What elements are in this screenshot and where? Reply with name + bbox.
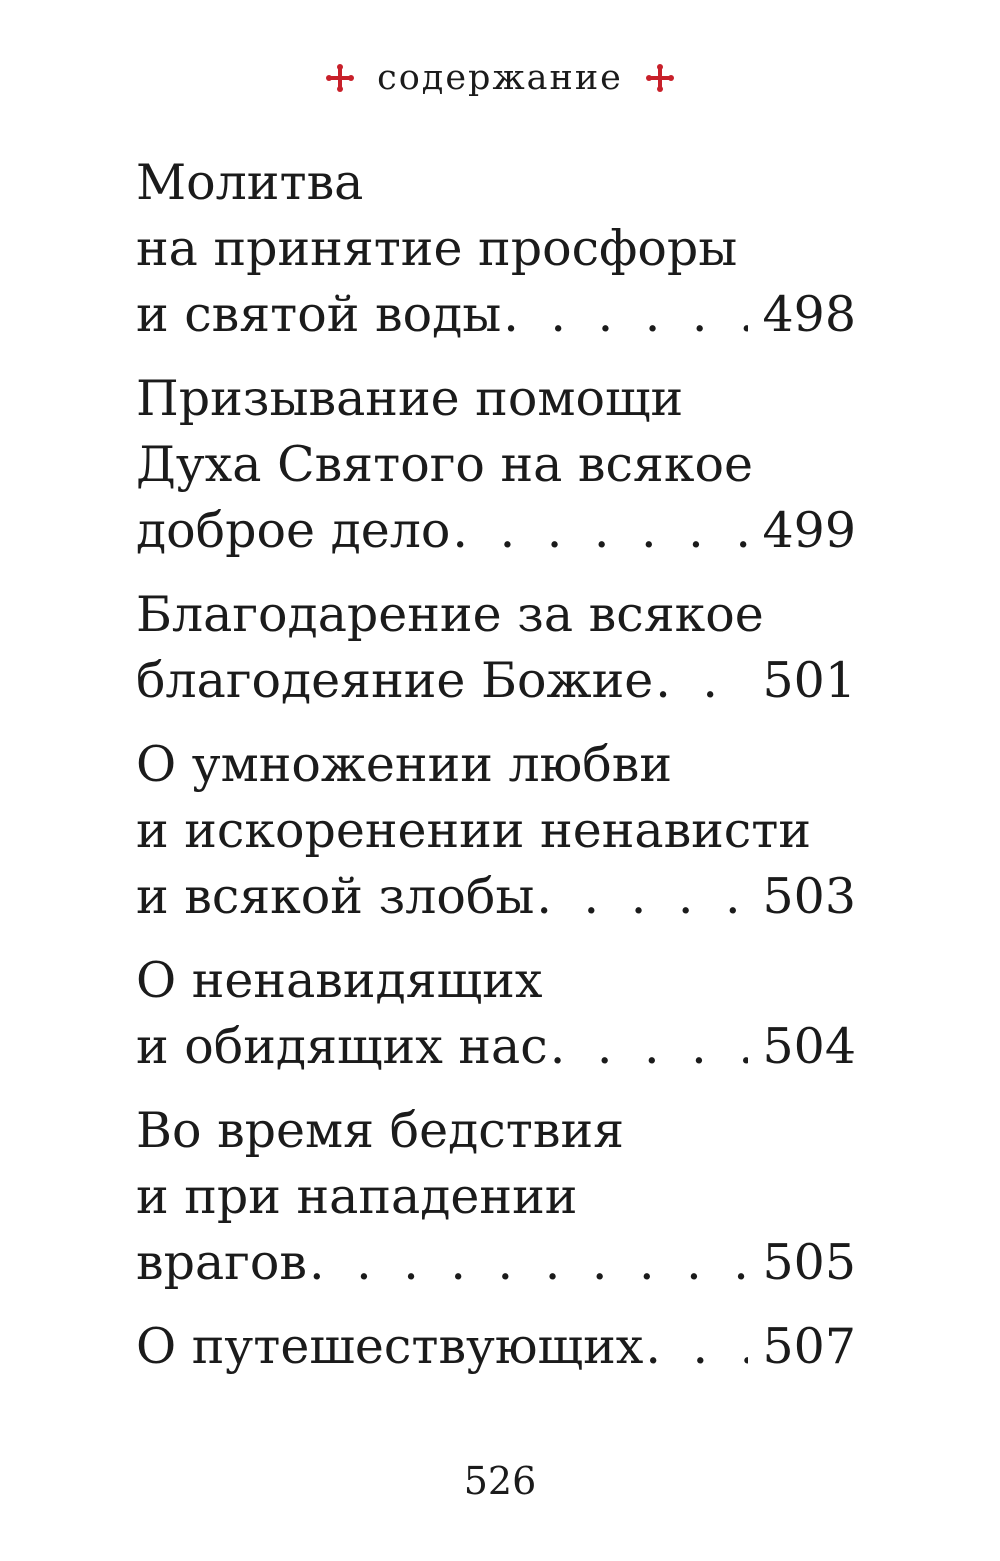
entry-page-number: 501 (762, 652, 856, 709)
entry-title-line: Призывание помощи (136, 370, 684, 427)
entry-page-number: 498 (762, 286, 856, 343)
toc-entry[interactable] (136, 1314, 856, 1380)
dot-leader (450, 498, 748, 564)
entry-title-line: врагов (136, 1234, 307, 1291)
toc-entry[interactable] (136, 366, 856, 564)
toc-entry[interactable] (136, 732, 856, 930)
entry-last-line (136, 864, 856, 930)
entry-title-line: Благодарение за всякое (136, 586, 764, 643)
dot-leader (643, 1314, 748, 1380)
entry-title-line: на принятие просфоры (136, 220, 738, 277)
entry-title-line: и всякой злобы (136, 868, 535, 925)
entry-title-line: О ненавидящих (136, 952, 543, 1009)
entry-last-line (136, 1230, 856, 1296)
entry-title-line: и искоренении ненависти (136, 802, 812, 859)
entry-last-line (136, 282, 856, 348)
entry-last-line (136, 498, 856, 564)
entry-title-line: доброе дело (136, 502, 451, 559)
entry-title-line: О путешествующих (136, 1318, 644, 1375)
entry-title-line: О умножении любви (136, 736, 673, 793)
entry-title-line: Духа Святого на всякое (136, 436, 753, 493)
entry-page-number: 499 (762, 502, 856, 559)
entry-last-line (136, 1314, 856, 1380)
entry-title-line: Молитва (136, 154, 364, 211)
entry-page-number: 507 (762, 1318, 856, 1375)
entry-title-line: и обидящих нас (136, 1018, 548, 1075)
entry-last-line (136, 1014, 856, 1080)
dot-leader (534, 864, 748, 930)
entry-title-line: и при нападении (136, 1168, 578, 1225)
entry-page-number: 505 (762, 1234, 856, 1291)
toc-entry[interactable] (136, 948, 856, 1080)
entry-title-line: благодеяние Божие (136, 652, 654, 709)
toc-entry[interactable] (136, 150, 856, 348)
page-header (0, 48, 1000, 108)
toc-entry[interactable] (136, 582, 856, 714)
page-number: 526 (463, 1459, 537, 1503)
dot-leader (653, 648, 748, 714)
entry-last-line (136, 648, 856, 714)
dot-leader (307, 1230, 749, 1296)
entry-title-line: и святой воды (136, 286, 502, 343)
cross-ornament-icon (645, 63, 675, 93)
entry-page-number: 504 (762, 1018, 856, 1075)
toc-entry[interactable] (136, 1098, 856, 1296)
table-of-contents (136, 150, 856, 1398)
cross-ornament-icon (325, 63, 355, 93)
entry-page-number: 503 (762, 868, 856, 925)
dot-leader (501, 282, 748, 348)
entry-title-line: Во время бедствия (136, 1102, 625, 1159)
dot-leader (548, 1014, 749, 1080)
section-title: содержание (377, 58, 623, 98)
